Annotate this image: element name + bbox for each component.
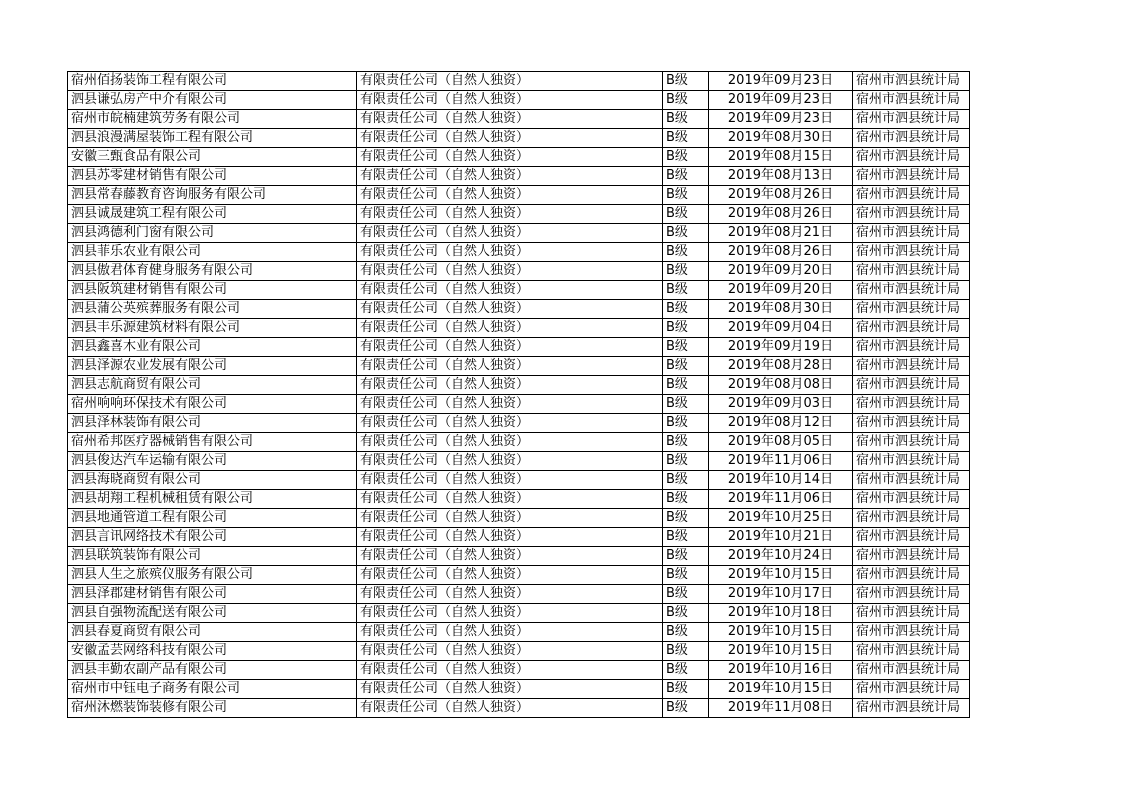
date-cell: 2019年10月15日: [709, 623, 853, 642]
date-cell: 2019年08月26日: [709, 205, 853, 224]
grade-cell: B级: [663, 110, 709, 129]
grade-cell: B级: [663, 376, 709, 395]
table-row: [68, 452, 970, 471]
table-row: [68, 642, 970, 661]
company-type-cell: 有限责任公司（自然人独资）: [357, 566, 663, 585]
table-row: [68, 110, 970, 129]
date-cell: 2019年09月20日: [709, 262, 853, 281]
date-cell: 2019年10月25日: [709, 509, 853, 528]
grade-cell: B级: [663, 129, 709, 148]
table-row: [68, 148, 970, 167]
company-type-cell: 有限责任公司（自然人独资）: [357, 509, 663, 528]
company-type-cell: 有限责任公司（自然人独资）: [357, 281, 663, 300]
table-row: [68, 205, 970, 224]
company-type-cell: 有限责任公司（自然人独资）: [357, 490, 663, 509]
authority-cell: 宿州市泗县统计局: [853, 699, 970, 718]
company-type-cell: 有限责任公司（自然人独资）: [357, 585, 663, 604]
table-row: [68, 338, 970, 357]
grade-cell: B级: [663, 338, 709, 357]
company-type-cell: 有限责任公司（自然人独资）: [357, 433, 663, 452]
grade-cell: B级: [663, 471, 709, 490]
grade-cell: B级: [663, 547, 709, 566]
table-row: [68, 186, 970, 205]
company-name-cell: 宿州市皖楠建筑劳务有限公司: [68, 110, 357, 129]
company-name-cell: 泗县自强物流配送有限公司: [68, 604, 357, 623]
authority-cell: 宿州市泗县统计局: [853, 129, 970, 148]
authority-cell: 宿州市泗县统计局: [853, 642, 970, 661]
company-type-cell: 有限责任公司（自然人独资）: [357, 357, 663, 376]
company-name-cell: 宿州市中钰电子商务有限公司: [68, 680, 357, 699]
company-type-cell: 有限责任公司（自然人独资）: [357, 129, 663, 148]
date-cell: 2019年08月21日: [709, 224, 853, 243]
date-cell: 2019年11月06日: [709, 452, 853, 471]
grade-cell: B级: [663, 243, 709, 262]
grade-cell: B级: [663, 186, 709, 205]
company-name-cell: 泗县鸿德利门窗有限公司: [68, 224, 357, 243]
table-row: [68, 471, 970, 490]
table-row: [68, 224, 970, 243]
authority-cell: 宿州市泗县统计局: [853, 300, 970, 319]
company-name-cell: 泗县泽郡建材销售有限公司: [68, 585, 357, 604]
grade-cell: B级: [663, 167, 709, 186]
company-type-cell: 有限责任公司（自然人独资）: [357, 699, 663, 718]
grade-cell: B级: [663, 509, 709, 528]
company-name-cell: 泗县泽源农业发展有限公司: [68, 357, 357, 376]
date-cell: 2019年08月26日: [709, 186, 853, 205]
authority-cell: 宿州市泗县统计局: [853, 585, 970, 604]
company-name-cell: 泗县言讯网络技术有限公司: [68, 528, 357, 547]
table-body: [68, 72, 970, 718]
company-name-cell: 泗县蒲公英殡葬服务有限公司: [68, 300, 357, 319]
grade-cell: B级: [663, 680, 709, 699]
date-cell: 2019年11月08日: [709, 699, 853, 718]
authority-cell: 宿州市泗县统计局: [853, 566, 970, 585]
grade-cell: B级: [663, 148, 709, 167]
company-type-cell: 有限责任公司（自然人独资）: [357, 319, 663, 338]
authority-cell: 宿州市泗县统计局: [853, 357, 970, 376]
company-name-cell: 泗县地通管道工程有限公司: [68, 509, 357, 528]
company-name-cell: 安徽孟芸网络科技有限公司: [68, 642, 357, 661]
table-row: [68, 167, 970, 186]
authority-cell: 宿州市泗县统计局: [853, 224, 970, 243]
grade-cell: B级: [663, 604, 709, 623]
company-type-cell: 有限责任公司（自然人独资）: [357, 395, 663, 414]
company-name-cell: 泗县海晓商贸有限公司: [68, 471, 357, 490]
company-type-cell: 有限责任公司（自然人独资）: [357, 528, 663, 547]
authority-cell: 宿州市泗县统计局: [853, 262, 970, 281]
company-type-cell: 有限责任公司（自然人独资）: [357, 680, 663, 699]
date-cell: 2019年10月14日: [709, 471, 853, 490]
grade-cell: B级: [663, 319, 709, 338]
authority-cell: 宿州市泗县统计局: [853, 509, 970, 528]
date-cell: 2019年08月13日: [709, 167, 853, 186]
grade-cell: B级: [663, 490, 709, 509]
table-row: [68, 623, 970, 642]
authority-cell: 宿州市泗县统计局: [853, 661, 970, 680]
company-name-cell: 泗县志航商贸有限公司: [68, 376, 357, 395]
grade-cell: B级: [663, 642, 709, 661]
table-row: [68, 566, 970, 585]
authority-cell: 宿州市泗县统计局: [853, 680, 970, 699]
authority-cell: 宿州市泗县统计局: [853, 243, 970, 262]
grade-cell: B级: [663, 91, 709, 110]
table-row: [68, 699, 970, 718]
table-row: [68, 433, 970, 452]
authority-cell: 宿州市泗县统计局: [853, 148, 970, 167]
company-name-cell: 泗县苏零建材销售有限公司: [68, 167, 357, 186]
company-type-cell: 有限责任公司（自然人独资）: [357, 72, 663, 91]
company-name-cell: 泗县联筑装饰有限公司: [68, 547, 357, 566]
table-row: [68, 547, 970, 566]
authority-cell: 宿州市泗县统计局: [853, 414, 970, 433]
company-type-cell: 有限责任公司（自然人独资）: [357, 414, 663, 433]
company-type-cell: 有限责任公司（自然人独资）: [357, 452, 663, 471]
company-grade-table: [67, 71, 970, 718]
date-cell: 2019年10月15日: [709, 680, 853, 699]
company-name-cell: 泗县丰乐源建筑材料有限公司: [68, 319, 357, 338]
company-type-cell: 有限责任公司（自然人独资）: [357, 110, 663, 129]
grade-cell: B级: [663, 661, 709, 680]
table-row: [68, 319, 970, 338]
table-row: [68, 509, 970, 528]
company-name-cell: 宿州佰扬装饰工程有限公司: [68, 72, 357, 91]
table-row: [68, 300, 970, 319]
company-name-cell: 安徽三甄食品有限公司: [68, 148, 357, 167]
grade-cell: B级: [663, 585, 709, 604]
date-cell: 2019年10月24日: [709, 547, 853, 566]
company-type-cell: 有限责任公司（自然人独资）: [357, 205, 663, 224]
grade-cell: B级: [663, 262, 709, 281]
table-row: [68, 490, 970, 509]
date-cell: 2019年10月18日: [709, 604, 853, 623]
date-cell: 2019年09月04日: [709, 319, 853, 338]
company-type-cell: 有限责任公司（自然人独资）: [357, 376, 663, 395]
table-row: [68, 376, 970, 395]
date-cell: 2019年10月15日: [709, 642, 853, 661]
date-cell: 2019年11月06日: [709, 490, 853, 509]
table-row: [68, 395, 970, 414]
table-row: [68, 680, 970, 699]
table-row: [68, 281, 970, 300]
grade-cell: B级: [663, 72, 709, 91]
date-cell: 2019年08月12日: [709, 414, 853, 433]
date-cell: 2019年09月23日: [709, 91, 853, 110]
authority-cell: 宿州市泗县统计局: [853, 547, 970, 566]
company-type-cell: 有限责任公司（自然人独资）: [357, 547, 663, 566]
company-name-cell: 泗县泽林装饰有限公司: [68, 414, 357, 433]
table-row: [68, 357, 970, 376]
company-type-cell: 有限责任公司（自然人独资）: [357, 471, 663, 490]
grade-cell: B级: [663, 414, 709, 433]
company-type-cell: 有限责任公司（自然人独资）: [357, 604, 663, 623]
company-type-cell: 有限责任公司（自然人独资）: [357, 300, 663, 319]
date-cell: 2019年08月30日: [709, 129, 853, 148]
grade-cell: B级: [663, 566, 709, 585]
company-name-cell: 宿州响响环保技术有限公司: [68, 395, 357, 414]
authority-cell: 宿州市泗县统计局: [853, 91, 970, 110]
company-type-cell: 有限责任公司（自然人独资）: [357, 224, 663, 243]
authority-cell: 宿州市泗县统计局: [853, 72, 970, 91]
company-name-cell: 宿州沐燃装饰装修有限公司: [68, 699, 357, 718]
date-cell: 2019年09月23日: [709, 72, 853, 91]
company-type-cell: 有限责任公司（自然人独资）: [357, 91, 663, 110]
table-row: [68, 129, 970, 148]
company-type-cell: 有限责任公司（自然人独资）: [357, 243, 663, 262]
company-name-cell: 泗县俊达汽车运输有限公司: [68, 452, 357, 471]
grade-cell: B级: [663, 300, 709, 319]
table-row: [68, 262, 970, 281]
date-cell: 2019年08月08日: [709, 376, 853, 395]
grade-cell: B级: [663, 452, 709, 471]
company-type-cell: 有限责任公司（自然人独资）: [357, 338, 663, 357]
company-name-cell: 泗县傲君体育健身服务有限公司: [68, 262, 357, 281]
company-name-cell: 泗县人生之旅殡仪服务有限公司: [68, 566, 357, 585]
grade-cell: B级: [663, 205, 709, 224]
company-name-cell: 泗县菲乐农业有限公司: [68, 243, 357, 262]
authority-cell: 宿州市泗县统计局: [853, 205, 970, 224]
authority-cell: 宿州市泗县统计局: [853, 319, 970, 338]
company-name-cell: 泗县春夏商贸有限公司: [68, 623, 357, 642]
company-name-cell: 泗县阪筑建材销售有限公司: [68, 281, 357, 300]
grade-cell: B级: [663, 357, 709, 376]
grade-cell: B级: [663, 395, 709, 414]
table-row: [68, 585, 970, 604]
date-cell: 2019年09月19日: [709, 338, 853, 357]
authority-cell: 宿州市泗县统计局: [853, 528, 970, 547]
company-name-cell: 泗县诚晟建筑工程有限公司: [68, 205, 357, 224]
authority-cell: 宿州市泗县统计局: [853, 623, 970, 642]
table-row: [68, 604, 970, 623]
date-cell: 2019年10月17日: [709, 585, 853, 604]
authority-cell: 宿州市泗县统计局: [853, 452, 970, 471]
authority-cell: 宿州市泗县统计局: [853, 376, 970, 395]
date-cell: 2019年08月30日: [709, 300, 853, 319]
date-cell: 2019年10月21日: [709, 528, 853, 547]
date-cell: 2019年10月16日: [709, 661, 853, 680]
authority-cell: 宿州市泗县统计局: [853, 433, 970, 452]
date-cell: 2019年08月26日: [709, 243, 853, 262]
table-row: [68, 72, 970, 91]
company-name-cell: 泗县谦弘房产中介有限公司: [68, 91, 357, 110]
company-type-cell: 有限责任公司（自然人独资）: [357, 167, 663, 186]
company-name-cell: 宿州希邦医疗器械销售有限公司: [68, 433, 357, 452]
company-type-cell: 有限责任公司（自然人独资）: [357, 148, 663, 167]
date-cell: 2019年08月05日: [709, 433, 853, 452]
company-type-cell: 有限责任公司（自然人独资）: [357, 262, 663, 281]
company-name-cell: 泗县浪漫满屋装饰工程有限公司: [68, 129, 357, 148]
company-name-cell: 泗县鑫喜木业有限公司: [68, 338, 357, 357]
grade-cell: B级: [663, 623, 709, 642]
authority-cell: 宿州市泗县统计局: [853, 167, 970, 186]
date-cell: 2019年08月28日: [709, 357, 853, 376]
company-type-cell: 有限责任公司（自然人独资）: [357, 661, 663, 680]
company-type-cell: 有限责任公司（自然人独资）: [357, 186, 663, 205]
grade-cell: B级: [663, 433, 709, 452]
table-row: [68, 243, 970, 262]
company-type-cell: 有限责任公司（自然人独资）: [357, 642, 663, 661]
table-row: [68, 414, 970, 433]
table-row: [68, 528, 970, 547]
authority-cell: 宿州市泗县统计局: [853, 395, 970, 414]
date-cell: 2019年09月03日: [709, 395, 853, 414]
company-name-cell: 泗县常春藤教育咨询服务有限公司: [68, 186, 357, 205]
authority-cell: 宿州市泗县统计局: [853, 471, 970, 490]
company-name-cell: 泗县胡翔工程机械租赁有限公司: [68, 490, 357, 509]
grade-cell: B级: [663, 224, 709, 243]
date-cell: 2019年09月20日: [709, 281, 853, 300]
company-name-cell: 泗县丰勤农副产品有限公司: [68, 661, 357, 680]
authority-cell: 宿州市泗县统计局: [853, 110, 970, 129]
company-type-cell: 有限责任公司（自然人独资）: [357, 623, 663, 642]
authority-cell: 宿州市泗县统计局: [853, 490, 970, 509]
date-cell: 2019年09月23日: [709, 110, 853, 129]
authority-cell: 宿州市泗县统计局: [853, 338, 970, 357]
table-row: [68, 91, 970, 110]
table-row: [68, 661, 970, 680]
date-cell: 2019年08月15日: [709, 148, 853, 167]
authority-cell: 宿州市泗县统计局: [853, 186, 970, 205]
authority-cell: 宿州市泗县统计局: [853, 604, 970, 623]
grade-cell: B级: [663, 699, 709, 718]
grade-cell: B级: [663, 528, 709, 547]
grade-cell: B级: [663, 281, 709, 300]
authority-cell: 宿州市泗县统计局: [853, 281, 970, 300]
date-cell: 2019年10月15日: [709, 566, 853, 585]
